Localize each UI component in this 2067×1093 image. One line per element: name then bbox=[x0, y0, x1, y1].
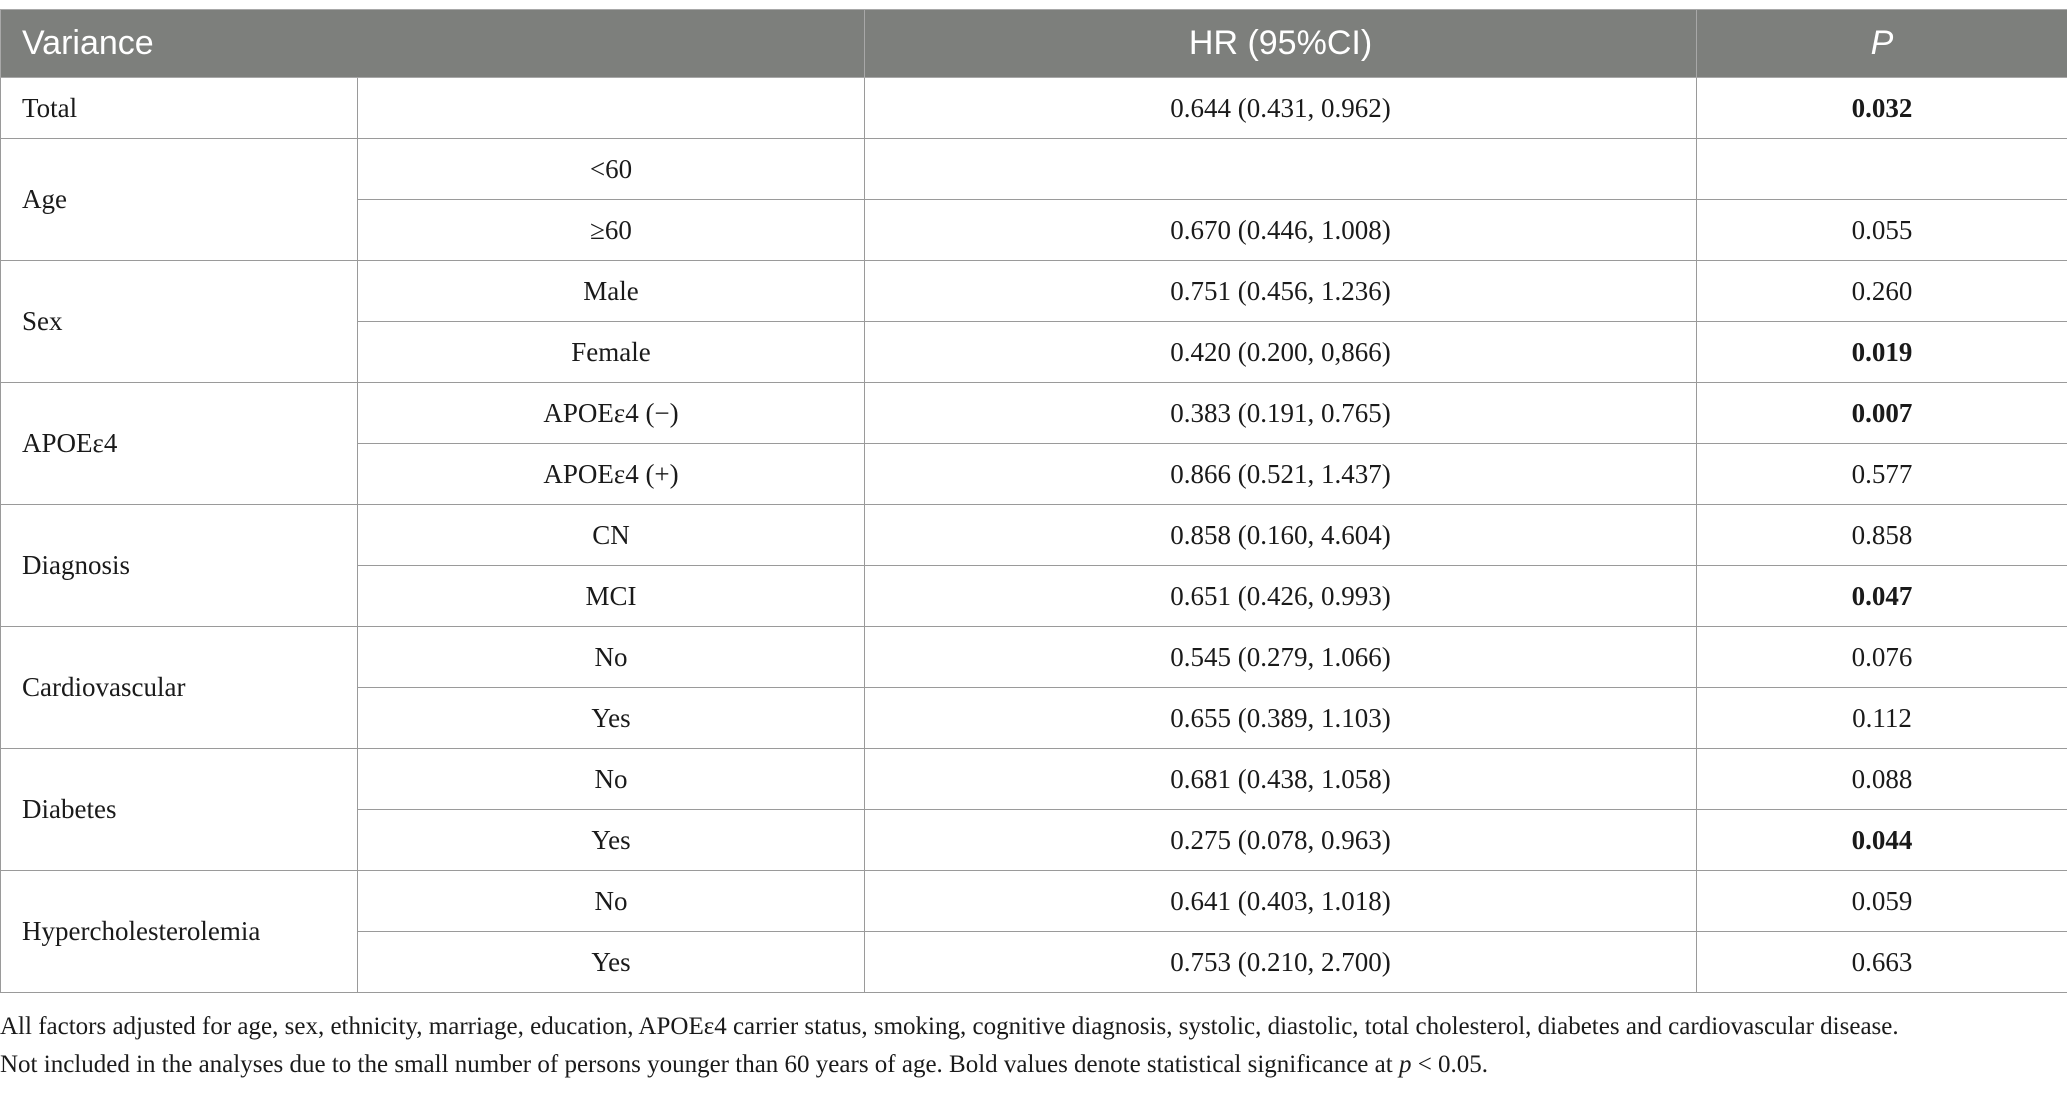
group-cell: Diagnosis bbox=[1, 505, 358, 627]
subgroup-cell: Female bbox=[358, 322, 865, 383]
group-cell: Hypercholesterolemia bbox=[1, 871, 358, 993]
subgroup-cell: Male bbox=[358, 261, 865, 322]
group-cell: Total bbox=[1, 78, 358, 139]
p-cell: 0.055 bbox=[1697, 200, 2067, 261]
footnote-line-1: All factors adjusted for age, sex, ethnicity, marriage, education, APOEε4 carrier status, smoking, cognitive diagnosis, systolic, diastolic, total cholesterol, diabetes and cardiovascular disease. bbox=[0, 1013, 1899, 1040]
header-p-label: P bbox=[1870, 24, 1894, 62]
p-cell: 0.112 bbox=[1697, 688, 2067, 749]
table-row bbox=[1, 749, 2067, 810]
p-cell: 0.059 bbox=[1697, 871, 2067, 932]
hr-cell: 0.383 (0.191, 0.765) bbox=[865, 383, 1697, 444]
subgroup-cell: No bbox=[358, 749, 865, 810]
hr-cell bbox=[865, 139, 1697, 200]
footnote-line-2 bbox=[0, 1046, 2067, 1084]
subgroup-cell: Yes bbox=[358, 810, 865, 871]
p-cell: 0.047 bbox=[1697, 566, 2067, 627]
footnote-threshold: < 0.05. bbox=[1411, 1051, 1489, 1078]
subgroup-cell: MCI bbox=[358, 566, 865, 627]
hr-cell: 0.753 (0.210, 2.700) bbox=[865, 932, 1697, 993]
hr-cell: 0.670 (0.446, 1.008) bbox=[865, 200, 1697, 261]
subgroup-cell: Yes bbox=[358, 688, 865, 749]
p-cell: 0.019 bbox=[1697, 322, 2067, 383]
table-footnote bbox=[0, 1008, 2067, 1084]
subgroup-cell bbox=[358, 78, 865, 139]
group-cell: Diabetes bbox=[1, 749, 358, 871]
hr-cell: 0.420 (0.200, 0,866) bbox=[865, 322, 1697, 383]
subgroup-cell: CN bbox=[358, 505, 865, 566]
hr-cell: 0.545 (0.279, 1.066) bbox=[865, 627, 1697, 688]
table-row bbox=[1, 505, 2067, 566]
table-row bbox=[1, 78, 2067, 139]
subgroup-cell: APOEε4 (−) bbox=[358, 383, 865, 444]
table-row bbox=[1, 871, 2067, 932]
subgroup-cell: No bbox=[358, 627, 865, 688]
footnote-p-symbol: p bbox=[1398, 1051, 1412, 1078]
table-row bbox=[1, 139, 2067, 200]
table-row bbox=[1, 261, 2067, 322]
header-p bbox=[1697, 10, 2067, 78]
hr-cell: 0.275 (0.078, 0.963) bbox=[865, 810, 1697, 871]
group-cell: Cardiovascular bbox=[1, 627, 358, 749]
table-row bbox=[1, 627, 2067, 688]
p-cell: 0.260 bbox=[1697, 261, 2067, 322]
subgroup-cell: ≥60 bbox=[358, 200, 865, 261]
hr-cell: 0.644 (0.431, 0.962) bbox=[865, 78, 1697, 139]
subgroup-cell: No bbox=[358, 871, 865, 932]
results-table-container bbox=[0, 9, 2067, 993]
group-cell: APOEε4 bbox=[1, 383, 358, 505]
header-row bbox=[1, 10, 2067, 78]
p-cell: 0.076 bbox=[1697, 627, 2067, 688]
table-row bbox=[1, 383, 2067, 444]
header-hr: HR (95%CI) bbox=[865, 10, 1697, 78]
p-cell: 0.858 bbox=[1697, 505, 2067, 566]
p-cell bbox=[1697, 139, 2067, 200]
footnote-line-2-text: Not included in the analyses due to the small number of persons younger than 60 years of age. Bold values denote statistical significance at bbox=[0, 1051, 1399, 1078]
p-cell: 0.044 bbox=[1697, 810, 2067, 871]
p-cell: 0.088 bbox=[1697, 749, 2067, 810]
header-variance: Variance bbox=[1, 10, 865, 78]
subgroup-cell: Yes bbox=[358, 932, 865, 993]
hr-cell: 0.651 (0.426, 0.993) bbox=[865, 566, 1697, 627]
hr-cell: 0.751 (0.456, 1.236) bbox=[865, 261, 1697, 322]
subgroup-cell: <60 bbox=[358, 139, 865, 200]
hr-cell: 0.866 (0.521, 1.437) bbox=[865, 444, 1697, 505]
p-cell: 0.577 bbox=[1697, 444, 2067, 505]
p-cell: 0.663 bbox=[1697, 932, 2067, 993]
hr-cell: 0.858 (0.160, 4.604) bbox=[865, 505, 1697, 566]
hr-cell: 0.681 (0.438, 1.058) bbox=[865, 749, 1697, 810]
hr-cell: 0.641 (0.403, 1.018) bbox=[865, 871, 1697, 932]
group-cell: Age bbox=[1, 139, 358, 261]
p-cell: 0.032 bbox=[1697, 78, 2067, 139]
subgroup-cell: APOEε4 (+) bbox=[358, 444, 865, 505]
hazard-ratio-table bbox=[0, 9, 2067, 993]
hr-cell: 0.655 (0.389, 1.103) bbox=[865, 688, 1697, 749]
p-cell: 0.007 bbox=[1697, 383, 2067, 444]
group-cell: Sex bbox=[1, 261, 358, 383]
